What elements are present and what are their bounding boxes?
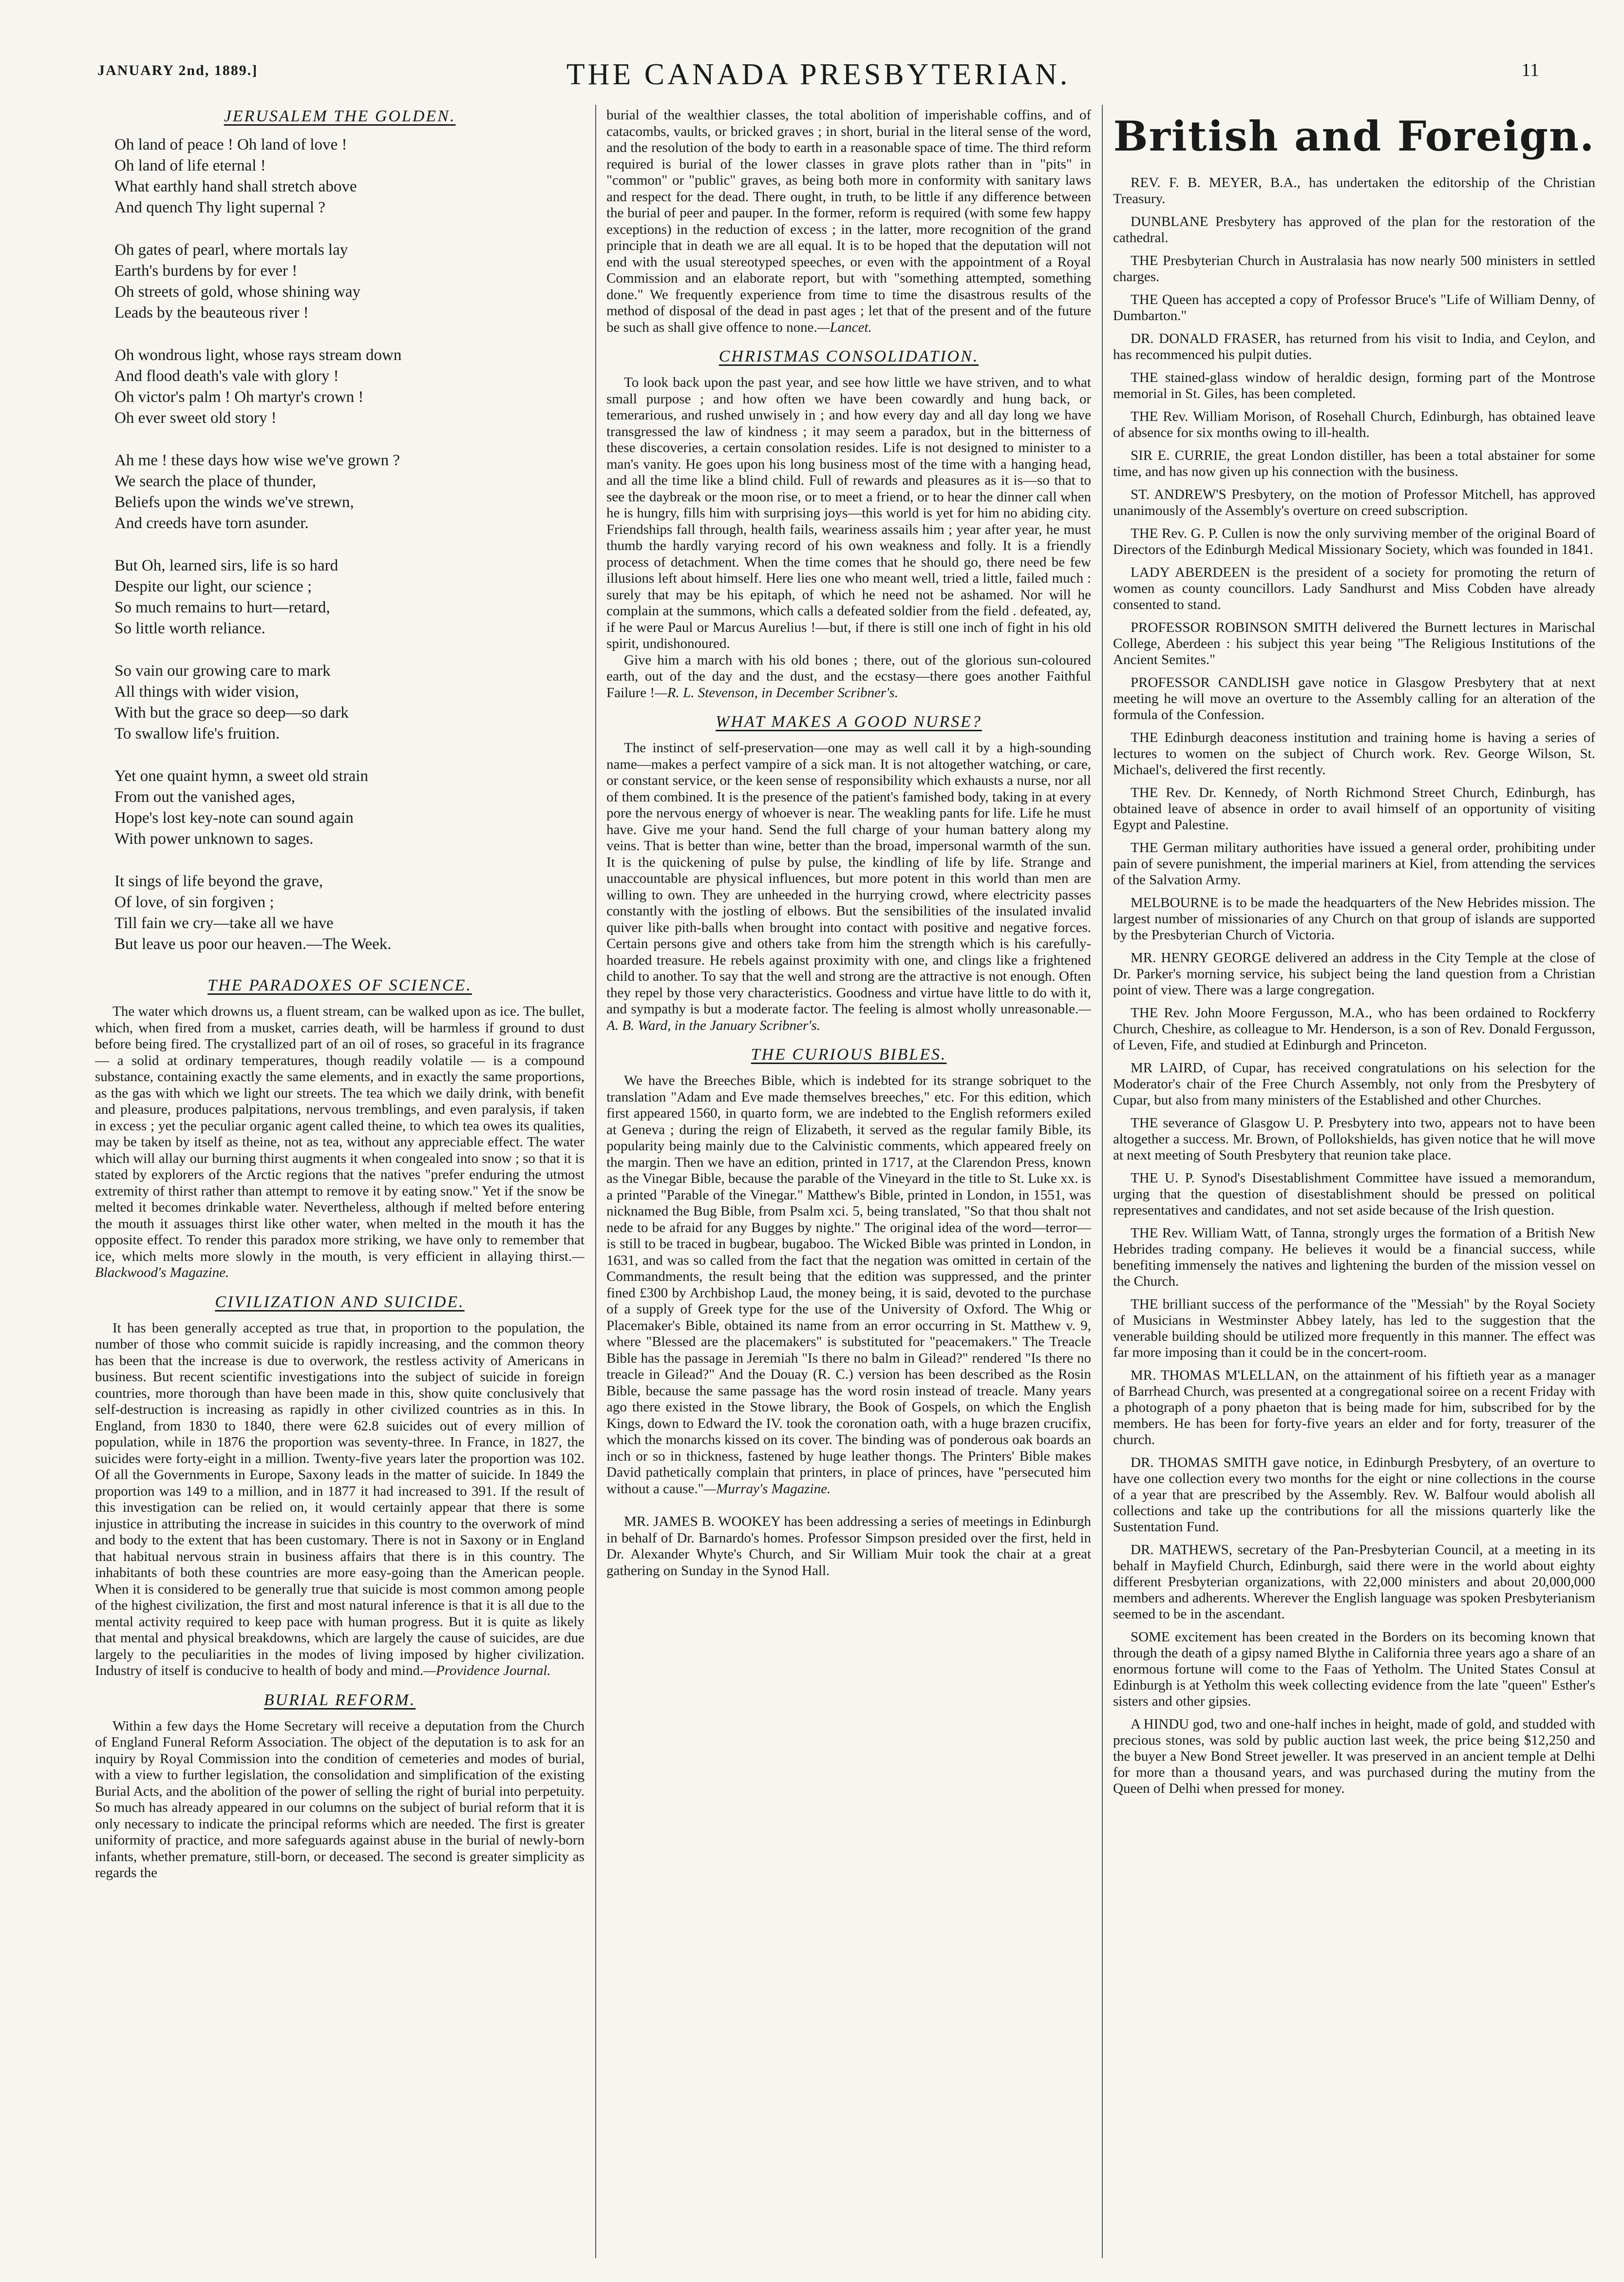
- column-1: [95, 107, 585, 2270]
- poem-line: Ah me ! these days how wise we've grown ?: [114, 452, 400, 469]
- poem-line: Beliefs upon the winds we've strewn,: [114, 494, 354, 511]
- column-divider: [1102, 105, 1103, 2258]
- poem-line: Oh gates of pearl, where mortals lay: [114, 241, 348, 259]
- news-item: MELBOURNE is to be made the headquarters of the New Hebrides mission. The largest number of missionaries of any Church on that group of islands are supported by the Presbyterian Church of Victoria.: [1113, 895, 1595, 943]
- article-body: [606, 652, 1091, 702]
- poem-line: Till fain we cry—take all we have: [114, 914, 334, 932]
- article-text: The water which drowns us, a fluent stream, can be walked upon as ice. The bullet, which, when fired from a musket, carries death, will be harmless if ground to dust before being fired. The crystallized part of an oil of roses, so graceful in its fragrance — a solid at ordinary temperatures, though readily volatile — is a compound substance, containing exactly the same elements, and in exactly the same proportions, as the gas with which we light our streets. The tea which we daily drink, with benefit and pleasure, produces palpitations, nervous tremblings, and even paralysis, if taken in excess ; yet the peculiar organic agent called theine, to which tea owes its qualities, may be taken by itself as theine, not as tea, without any appreciable effect. The water which will allay our burning thirst augments it when congealed into snow ; so that it is stated by explorers of the Arctic regions that the natives "prefer enduring the utmost extremity of thirst rather than attempt to remove it by eating snow." Yet if the snow be melted it becomes drinkable water. Nevertheless, although if melted before entering the mouth it assuages thirst like other water, when melted in the mouth it has the opposite effect. To render this paradox more striking, we have only to remember that ice, which melts more slowly in the mouth, is very efficient in allaying thirst.: [95, 1004, 585, 1264]
- article-text: Give him a march with his old bones ; there, out of the glorious sun-coloured earth, out of the day and the dust, and the ecstasy—there goes another Faithful Failure !: [606, 652, 1091, 701]
- news-item: PROFESSOR CANDLISH gave notice in Glasgow Presbytery that at next meeting he will move an overture to the Assembly calling for an alteration of the formula of the Confession.: [1113, 675, 1595, 723]
- poem-line: And flood death's vale with glory !: [114, 367, 339, 385]
- news-item: MR. JAMES B. WOOKEY has been addressing a series of meetings in Edinburgh in behalf of Dr. Barnardo's homes. Professor Simpson presided over the first, held in Dr. Alexander Whyte's Church, and Sir William Muir took the chair at a great gathering on Sunday in the Synod Hall.: [606, 1514, 1091, 1578]
- column-divider: [595, 105, 596, 2258]
- spacer: [606, 1509, 1091, 1514]
- poem-line: And creeds have torn asunder.: [114, 514, 309, 532]
- poem-line: We search the place of thunder,: [114, 473, 316, 490]
- poem-line: What earthly hand shall stretch above: [114, 178, 357, 195]
- stanza: [114, 661, 585, 744]
- page-number: 11: [1521, 60, 1539, 80]
- poem-line: Oh victor's palm ! Oh martyr's crown !: [114, 388, 364, 406]
- news-item: THE Queen has accepted a copy of Professor Bruce's "Life of William Denny, of Dumbarton.": [1113, 292, 1595, 323]
- article-text: To look back upon the past year, and see how little we have striven, and to what small purpose ; and how often we have been cowardly and hung back, or temerarious, and rushed unwisely in ; and how every day and all day long we have transgressed the law of kindness ; it may seem a paradox, but in the bitterness of these discoveries, a certain consolation resides. Life is not designed to minister to a man's vanity. He goes upon his long business most of the time with a hanging head, and all the time like a blind child. Full of rewards and pleasures as it is—so that to see the daybreak or the moon rise, or to meet a friend, or to hear the dinner call when he is hungry, fills him with surprising joys—this world is yet for him no abiding city. Friendships fall through, health fails, weariness assails him ; year after year, he must thumb the hardly varying record of his own weakness and folly. It is a friendly process of detachment. When the time comes that he should go, there need be few illusions left about himself. Here lies one who meant well, tried a little, failed much : surely that may be his epitaph, of which he need not be ashamed. Nor will he complain at the summons, which calls a defeated soldier from the field . defeated, ay, if he were Paul or Marcus Aurelius !—but, if there is still one inch of fight in his old spirit, undishonoured.: [606, 375, 1091, 651]
- poem-line: And quench Thy light supernal ?: [114, 199, 325, 216]
- poem-line: Of love, of sin forgiven ;: [114, 894, 274, 911]
- poem-line: To swallow life's fruition.: [114, 725, 280, 742]
- article-source: —Murray's Magazine.: [703, 1481, 831, 1497]
- news-item: SIR E. CURRIE, the great London distiller, has been a total abstainer for some time, and has now given up his connection with the business.: [1113, 448, 1595, 479]
- news-item: THE Rev. Dr. Kennedy, of North Richmond Street Church, Edinburgh, has obtained leave of absence in order to avail himself of an opportunity of visiting Egypt and Palestine.: [1113, 785, 1595, 833]
- poem-line: Despite our light, our science ;: [114, 578, 312, 595]
- article-title: THE PARADOXES OF SCIENCE.: [208, 976, 472, 994]
- news-item: PROFESSOR ROBINSON SMITH delivered the Burnett lectures in Marischal College, Aberdeen : his subject this year being "The Religious Institutions of the Ancient Semites.": [1113, 620, 1595, 667]
- stanza: [114, 766, 585, 850]
- news-item: DR. DONALD FRASER, has returned from his visit to India, and Ceylon, and has recommenced his pulpit duties.: [1113, 331, 1595, 362]
- stanza: [114, 240, 585, 323]
- stanza: [114, 450, 585, 534]
- news-item: THE U. P. Synod's Disestablishment Committee have issued a memorandum, urging that the question of disestablishment should be pressed on political representatives and candidates, and not set aside because of the Irish question.: [1113, 1170, 1595, 1218]
- stanza: [114, 871, 585, 955]
- poem-line: But leave us poor our heaven.—The Week.: [114, 935, 392, 953]
- news-item: DR. MATHEWS, secretary of the Pan-Presbyterian Council, at a meeting in its behalf in Mayfield Church, Edinburgh, said there were in the world about eighty different Presbyterian organizations, with 22,000 ministers and about 20,000,000 members and adherents. Wherever the English language was spoken Presbyterianism seemed to be in the ascendant.: [1113, 1542, 1595, 1622]
- column-3: [1113, 107, 1595, 2270]
- poem: [114, 134, 585, 955]
- article-body: [606, 1073, 1091, 1497]
- news-item: A HINDU god, two and one-half inches in height, made of gold, and studded with precious stones, was sold by public auction last week, the price being $12,250 and the buyer a New Bond Street jeweller. It was preserved in an ancient temple at Delhi for more than a thousand years, and was purchased during the mutiny from the Queen of Delhi when pressed for money.: [1113, 1716, 1595, 1796]
- newspaper-title: THE CANADA PRESBYTERIAN.: [566, 58, 1071, 91]
- stanza: [114, 555, 585, 639]
- poem-line: So much remains to hurt—retard,: [114, 599, 330, 616]
- poem-line: Leads by the beauteous river !: [114, 304, 309, 322]
- poem-line: Oh wondrous light, whose rays stream down: [114, 346, 402, 364]
- article-source: —A. B. Ward, in the January Scribner's.: [606, 1001, 1091, 1033]
- poem-line: Oh land of life eternal !: [114, 157, 266, 174]
- news-item: THE severance of Glasgow U. P. Presbytery into two, appears not to have been altogether a success. Mr. Brown, of Pollokshields, has given notice that he will move at next meeting of South Presbytery that reunion take place.: [1113, 1115, 1595, 1163]
- article-source: —R. L. Stevenson, in December Scribner's.: [655, 685, 898, 701]
- poem-line: Oh ever sweet old story !: [114, 409, 277, 427]
- poem-line: But Oh, learned sirs, life is so hard: [114, 557, 339, 574]
- issue-date: JANUARY 2nd, 1889.]: [97, 62, 258, 78]
- news-item: THE Presbyterian Church in Australasia has now nearly 500 ministers in settled charges.: [1113, 253, 1595, 285]
- article-source: —Blackwood's Magazine.: [95, 1248, 585, 1280]
- article-title: BURIAL REFORM.: [264, 1691, 416, 1709]
- news-item: SOME excitement has been created in the Borders on its becoming known that through the death of a gipsy named Blythe in California three years ago a share of an enormous fortune will come to the Faas of Yetholm. The United States Consul at Edinburgh is at Yetholm this week collecting evidence from the late "queen" Esther's sisters and other gipsies.: [1113, 1629, 1595, 1709]
- article-source: —Providence Journal.: [423, 1663, 551, 1678]
- article-text: burial of the wealthier classes, the total abolition of imperishable coffins, and of catacombs, vaults, or bricked graves ; in short, burial in the literal sense of the word, and the resolution of the body to earth in a reasonable space of time. The third reform required is burial of the lower classes in grave plots rather than in "pits" in "common" or "public" graves, as being both more in conformity with sanitary laws and respect for the dead. There ought, in truth, to be little if any difference between the burial of peer and pauper. In the former, reform is required (with some few happy exceptions) in the reduction of excess ; in the latter, more recognition of the grand principle that in death we are all equal. It is to be hoped that the deputation will not end with the usual stereotyped speeches, or even with the appointment of a Royal Commission and an elaborate report, but with "something attempted, something done." We frequently experience from time to time the disastrous results of the method of disposal of the dead in past ages ; let that of the present and of the future be such as shall give offence to none.: [606, 107, 1091, 335]
- article-body: [606, 740, 1091, 1034]
- news-item: THE German military authorities have issued a general order, prohibiting under pain of severe punishment, the imperial mariners at Kiel, from attending the services of the Salvation Army.: [1113, 840, 1595, 888]
- news-item: ST. ANDREW'S Presbytery, on the motion of Professor Mitchell, has approved unanimously of the Assembly's overture on creed subscription.: [1113, 487, 1595, 518]
- news-item: THE stained-glass window of heraldic design, forming part of the Montrose memorial in St. Giles, has been completed.: [1113, 370, 1595, 401]
- article-title: CIVILIZATION AND SUICIDE.: [215, 1293, 465, 1311]
- poem-line: With but the grace so deep—so dark: [114, 704, 349, 722]
- poem-line: Oh land of peace ! Oh land of love !: [114, 136, 347, 153]
- poem-line: So little worth reliance.: [114, 620, 265, 637]
- article-body: [95, 1004, 585, 1281]
- news-item: REV. F. B. MEYER, B.A., has undertaken the editorship of the Christian Treasury.: [1113, 175, 1595, 207]
- article-title: THE CURIOUS BIBLES.: [751, 1046, 947, 1064]
- stanza: [114, 345, 585, 429]
- news-item: DR. THOMAS SMITH gave notice, in Edinburgh Presbytery, of an overture to have one collection every two months for the eight or nine collections in the course of a year that are prescribed by the Assembly. Rev. W. Balfour would abolish all collections and take up the contributions for all the missions quarterly like the Sustentation Fund.: [1113, 1455, 1595, 1535]
- poem-line: Oh streets of gold, whose shining way: [114, 283, 361, 301]
- news-item: MR. THOMAS M'LELLAN, on the attainment of his fiftieth year as a manager of Barrhead Church, was presented at a congregational soiree on a recent Friday with a photograph of a pony phaeton that is being made for him, subscribed for by the members. He has been for forty-five years an elder and for forty, treasurer of the church.: [1113, 1368, 1595, 1447]
- poem-line: It sings of life beyond the grave,: [114, 873, 323, 890]
- news-item: THE Edinburgh deaconess institution and training home is having a series of lectures to women on the subject of Church work. Rev. George Wilson, St. Michael's, delivered the first recently.: [1113, 730, 1595, 778]
- poem-line: With power unknown to sages.: [114, 830, 314, 848]
- news-item: THE Rev. G. P. Cullen is now the only surviving member of the original Board of Directors of the Edinburgh Medical Missionary Society, which was founded in 1841.: [1113, 526, 1595, 557]
- article-text: Within a few days the Home Secretary will receive a deputation from the Church of England Funeral Reform Association. The object of the deputation is to ask for an inquiry by Royal Commission into the condition of cemeteries and modes of burial, with a view to further legislation, the consolidation and simplification of the existing Burial Acts, and the abolition of the power of selling the right of burial into perpetuity. So much has already appeared in our columns on the subject of burial reform that it is only necessary to indicate the principal reforms which are needed. The first is greater uniformity of practice, and more safeguards against abuse in the burial of newly-born infants, whether premature, still-born, or deceased. The second is greater simplicity as regards the: [95, 1718, 585, 1881]
- article-body: [95, 1718, 585, 1882]
- news-item: DUNBLANE Presbytery has approved of the plan for the restoration of the cathedral.: [1113, 214, 1595, 246]
- stanza: [114, 134, 585, 218]
- article-title: CHRISTMAS CONSOLIDATION.: [718, 347, 979, 365]
- article-title: WHAT MAKES A GOOD NURSE?: [716, 713, 982, 731]
- article-body: [95, 1320, 585, 1679]
- article-source: —Lancet.: [817, 319, 872, 335]
- poem-title: JERUSALEM THE GOLDEN.: [224, 107, 456, 125]
- news-items-list: [1113, 175, 1595, 1797]
- news-item: MR LAIRD, of Cupar, has received congratulations on his selection for the Moderator's chair of the Free Church Assembly, not only from the Presbytery of Cupar, but also from many ministers of the Established and other Churches.: [1113, 1060, 1595, 1108]
- section-title: British and Foreign.: [1113, 112, 1595, 160]
- masthead: [97, 57, 1539, 106]
- article-body: [606, 375, 1091, 652]
- news-item: LADY ABERDEEN is the president of a society for promoting the return of women as county councillors. Lady Sandhurst and Miss Cobden have already consented to stand.: [1113, 565, 1595, 612]
- poem-line: All things with wider vision,: [114, 683, 299, 701]
- article-text: It has been generally accepted as true that, in proportion to the population, the number of those who commit suicide is rapidly increasing, and the common theory has been that the increase is due to overwork, the restless activity of Americans in business. But recent scientific investigations into the subject of suicide in foreign countries, more thorough than have been made in this, show quite conclusively that self-destruction is increasing as rapidly in other civilized countries as in this. In England, from 1830 to 1840, there were 62.8 suicides out of every million of population, while in 1876 the proportion was seventy-three. In France, in 1827, the suicides were forty-eight in a million. Twenty-five years later the proportion was 102. Of all the Governments in Europe, Saxony leads in the matter of suicide. In 1849 the proportion was 149 to a million, and in 1877 it had increased to 391. If the result of this investigation can be relied on, it would certainly appear that there is some injustice in attributing the increase in suicides in this country to the overwork of mind and body to the extent that has been customary. There is not in Saxony or in England that habitual nervous strain in business affairs that there is in this country. The inhabitants of both these countries are more easy-going than the American people. When it is considered to be generally true that suicide is most common among people of the highest civilization, the first and most natural inference is that it is all due to the mental activity required to keep pace with human progress. But it is quite as likely that mental and physical breakdowns, which are largely the cause of suicides, are due largely to the peculiarities in the modes of living imposed by higher civilization. Industry of itself is conducive to health of body and mind.: [95, 1320, 585, 1678]
- news-item: THE Rev. John Moore Fergusson, M.A., who has been ordained to Rockferry Church, Cheshire, as colleague to Mr. Henderson, is a son of Rev. Donald Fergusson, of Leven, Fife, and studied at Edinburgh and Princeton.: [1113, 1005, 1595, 1053]
- news-item: MR. HENRY GEORGE delivered an address in the City Temple at the close of Dr. Parker's morning service, his subject being the land question from a Christian point of view. There was a large congregation.: [1113, 950, 1595, 998]
- news-item: THE Rev. William Morison, of Rosehall Church, Edinburgh, has obtained leave of absence for six months owing to ill-health.: [1113, 409, 1595, 440]
- article-body-continued: [606, 107, 1091, 336]
- poem-line: From out the vanished ages,: [114, 788, 296, 806]
- poem-line: Yet one quaint hymn, a sweet old strain: [114, 767, 368, 785]
- column-2: [606, 107, 1091, 2270]
- poem-line: So vain our growing care to mark: [114, 662, 331, 680]
- news-item: THE Rev. William Watt, of Tanna, strongly urges the formation of a British New Hebrides trading company. He believes it would be a financial success, while benefiting immensely the natives and lightening the burden of the mission vessel on the Church.: [1113, 1225, 1595, 1289]
- poem-line: Earth's burdens by for ever !: [114, 262, 298, 280]
- article-text: The instinct of self-preservation—one may as well call it by a high-sounding name—makes a perfect vampire of a sick man. It is not altogether watching, or care, or constant service, or the keen sense of responsibility which exhausts a nurse, nor all of them combined. It is the presence of the patient's famished body, taking in at every pore the nervous energy of whoever is near. The weakling pants for life. Life he must have. Give me your hand. Send the full charge of your human battery along my veins. That is better than wine, better than the broad, impersonal warmth of the sun. It is the quickening of pulse by pulse, the kindling of life by life. Strange and unaccountable are physical influences, but more potent in this world than men are willing to own. They are unheeded in the hurrying crowd, where electricity passes constantly with the jostling of elbows. But the sensibilities of the insulated invalid quiver like pith-balls when brought into contact with positive and negative forces. Certain persons give and others take from him the strength which is his carefully-hoarded treasure. He rebels against proximity with one, and clings like a frightened child to another. To say that the well and strong are the attractive is not enough. Often they repel by those very characteristics. Goodness and virtue have little to do with it, and sympathy is but a moderate factor. The feeling is almost wholly unreasonable.: [606, 740, 1091, 1017]
- article-text: We have the Breeches Bible, which is indebted for its strange sobriquet to the translation "Adam and Eve made themselves breeches," etc. For this edition, which first appeared 1560, in quarto form, we are indebted to the English reformers exiled at Geneva ; during the reign of Elizabeth, it served as the regular family Bible, its popularity being mainly due to the Calvinistic comments, which appeared freely on the margin. Then we have an edition, printed in 1717, at the Clarendon Press, known as the Vinegar Bible, because the parable of the Vineyard in the title to St. Luke xx. is a printed "Parable of the Vinegar." Matthew's Bible, printed in London, in 1551, was nicknamed the Bug Bible, from Psalm xci. 5, being translated, "So that thou shalt not nede to be afraid for any Bugges by nighte." The original idea of the word—terror—is still to be traced in bugbear, bugaboo. The Wicked Bible was printed in London, in 1631, and was so called from the fact that the negation was omitted in certain of the Commandments, the result being that the edition was suppressed, and the printer fined £300 by Archbishop Laud, the money being, it is said, devoted to the purchase of a supply of Greek type for the use of the University of Oxford. The Whig or Placemaker's Bible, obtained its name from an error occurring in St. Matthew v. 9, where "Blessed are the placemakers" is substituted for "peacemakers." The Treacle Bible has the passage in Jeremiah "Is there no balm in Gilead?" rendered "Is there no treacle in Gilead?" And the Douay (R. C.) version has been described as the Rosin Bible, because the same passage has the word rosin instead of treacle. Many years ago there existed in the Stowe library, the Book of Gospels, on which the English Kings, down to Edward the IV. took the coronation oath, with a huge brazen crucifix, which the monarchs kissed on its cover. The binding was of ponderous oak boards an inch or so in thickness, fastened by huge leather thongs. The Printers' Bible makes David pathetically complain that printers, in place of princes, have "persecuted him without a cause.": [606, 1073, 1091, 1497]
- news-item: THE brilliant success of the performance of the "Messiah" by the Royal Society of Musicians in Westminster Abbey lately, has led to the suggestion that the venerable building should be utilized more frequently in this manner. The effect was far more imposing than it could be in the concert-room.: [1113, 1296, 1595, 1360]
- poem-line: Hope's lost key-note can sound again: [114, 809, 354, 827]
